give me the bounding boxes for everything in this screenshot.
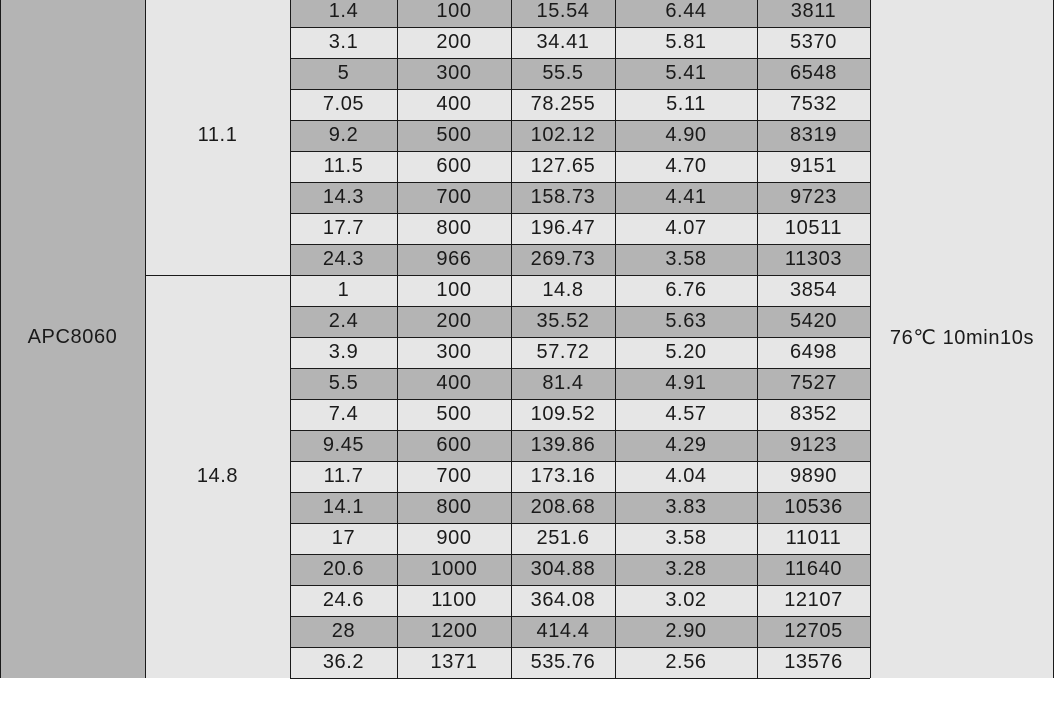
table-cell: 966 (397, 244, 511, 275)
table-cell: 4.29 (615, 430, 757, 461)
table-cell: 4.41 (615, 182, 757, 213)
table-cell: 800 (397, 492, 511, 523)
table-cell: 158.73 (511, 182, 615, 213)
table-cell: 3811 (757, 0, 870, 27)
table-cell: 24.3 (290, 244, 397, 275)
table-cell: 6.44 (615, 0, 757, 27)
row-divider (290, 244, 870, 245)
table-cell: 13576 (757, 647, 870, 678)
table-cell: 55.5 (511, 58, 615, 89)
row-divider (290, 585, 870, 586)
table-cell: 102.12 (511, 120, 615, 151)
table-cell: 11011 (757, 523, 870, 554)
table-cell: 269.73 (511, 244, 615, 275)
table-cell: 4.90 (615, 120, 757, 151)
table-cell: 5.41 (615, 58, 757, 89)
row-divider (290, 182, 870, 183)
table-cell: 7.05 (290, 89, 397, 120)
table-cell: 5.20 (615, 337, 757, 368)
table-cell: 3.28 (615, 554, 757, 585)
column-divider (757, 0, 758, 678)
table-cell: 28 (290, 616, 397, 647)
table-cell: 196.47 (511, 213, 615, 244)
table-cell: 36.2 (290, 647, 397, 678)
table-cell: 11.7 (290, 461, 397, 492)
voltage-cell: 14.8 (145, 275, 290, 678)
table-cell: 7532 (757, 89, 870, 120)
table-cell: 200 (397, 27, 511, 58)
row-divider (290, 523, 870, 524)
table-cell: 109.52 (511, 399, 615, 430)
table-cell: 6498 (757, 337, 870, 368)
table-cell: 14.1 (290, 492, 397, 523)
table-cell: 500 (397, 399, 511, 430)
table-cell: 8319 (757, 120, 870, 151)
table-cell: 5.81 (615, 27, 757, 58)
voltage-cell: 11.1 (145, 0, 290, 275)
table-cell: 2.56 (615, 647, 757, 678)
table-cell: 3.58 (615, 244, 757, 275)
table-cell: 304.88 (511, 554, 615, 585)
table-cell: 11303 (757, 244, 870, 275)
table-cell: 35.52 (511, 306, 615, 337)
table-cell: 9723 (757, 182, 870, 213)
row-divider (290, 647, 870, 648)
table-cell: 2.90 (615, 616, 757, 647)
table-cell: 6.76 (615, 275, 757, 306)
table-cell: 15.54 (511, 0, 615, 27)
table-cell: 7.4 (290, 399, 397, 430)
row-divider (290, 275, 870, 276)
table-cell: 5.5 (290, 368, 397, 399)
table-cell: 4.70 (615, 151, 757, 182)
row-divider (290, 399, 870, 400)
table-cell: 10511 (757, 213, 870, 244)
table-cell: 200 (397, 306, 511, 337)
table-cell: 17.7 (290, 213, 397, 244)
model-cell: APC8060 (0, 0, 145, 678)
table-cell: 100 (397, 0, 511, 27)
table-cell: 4.91 (615, 368, 757, 399)
row-divider (290, 27, 870, 28)
table-cell: 1000 (397, 554, 511, 585)
row-divider (290, 430, 870, 431)
table-cell: 5 (290, 58, 397, 89)
table-cell: 208.68 (511, 492, 615, 523)
table-cell: 600 (397, 430, 511, 461)
row-divider (290, 368, 870, 369)
table-cell: 800 (397, 213, 511, 244)
row-divider (290, 461, 870, 462)
table-cell: 1200 (397, 616, 511, 647)
row-divider (290, 492, 870, 493)
table-cell: 700 (397, 182, 511, 213)
group-divider (145, 275, 290, 276)
row-divider (290, 678, 870, 679)
table-cell: 9151 (757, 151, 870, 182)
table-cell: 364.08 (511, 585, 615, 616)
table-cell: 3.02 (615, 585, 757, 616)
column-divider (511, 0, 512, 678)
table-cell: 3.1 (290, 27, 397, 58)
table-cell: 57.72 (511, 337, 615, 368)
row-divider (290, 306, 870, 307)
table-cell: 6548 (757, 58, 870, 89)
row-divider (290, 151, 870, 152)
table-cell: 600 (397, 151, 511, 182)
table-cell: 12705 (757, 616, 870, 647)
row-divider (290, 213, 870, 214)
table-cell: 4.57 (615, 399, 757, 430)
table-cell: 14.8 (511, 275, 615, 306)
table-cell: 2.4 (290, 306, 397, 337)
table-cell: 11.5 (290, 151, 397, 182)
row-divider (290, 616, 870, 617)
table-cell: 251.6 (511, 523, 615, 554)
table-cell: 24.6 (290, 585, 397, 616)
table-cell: 9.45 (290, 430, 397, 461)
column-divider (145, 0, 146, 678)
table-cell: 3.83 (615, 492, 757, 523)
table-cell: 3.58 (615, 523, 757, 554)
table-cell: 127.65 (511, 151, 615, 182)
table-cell: 414.4 (511, 616, 615, 647)
table-cell: 10536 (757, 492, 870, 523)
table-cell: 81.4 (511, 368, 615, 399)
column-divider (870, 0, 871, 678)
table-cell: 9.2 (290, 120, 397, 151)
table-cell: 12107 (757, 585, 870, 616)
table-cell: 34.41 (511, 27, 615, 58)
column-divider (290, 0, 291, 678)
table-cell: 1 (290, 275, 397, 306)
table-cell: 1.4 (290, 0, 397, 27)
table-cell: 5420 (757, 306, 870, 337)
table-cell: 300 (397, 58, 511, 89)
table-cell: 17 (290, 523, 397, 554)
table-cell: 3854 (757, 275, 870, 306)
table-cell: 8352 (757, 399, 870, 430)
row-divider (290, 337, 870, 338)
table-cell: 11640 (757, 554, 870, 585)
table-cell: 100 (397, 275, 511, 306)
table-cell: 4.07 (615, 213, 757, 244)
column-divider (0, 0, 1, 678)
table-cell: 5.11 (615, 89, 757, 120)
table-cell: 7527 (757, 368, 870, 399)
table-cell: 14.3 (290, 182, 397, 213)
table-cell: 9123 (757, 430, 870, 461)
table-cell: 535.76 (511, 647, 615, 678)
row-divider (290, 120, 870, 121)
table-cell: 5370 (757, 27, 870, 58)
table-cell: 900 (397, 523, 511, 554)
table-cell: 4.04 (615, 461, 757, 492)
table-cell: 1371 (397, 647, 511, 678)
table-cell: 1100 (397, 585, 511, 616)
table-cell: 78.255 (511, 89, 615, 120)
table-cell: 20.6 (290, 554, 397, 585)
row-divider (290, 58, 870, 59)
table-cell: 400 (397, 89, 511, 120)
table-cell: 139.86 (511, 430, 615, 461)
row-divider (290, 554, 870, 555)
table-cell: 5.63 (615, 306, 757, 337)
table-cell: 3.9 (290, 337, 397, 368)
table-cell: 9890 (757, 461, 870, 492)
table-cell: 500 (397, 120, 511, 151)
column-divider (615, 0, 616, 678)
table-cell: 700 (397, 461, 511, 492)
row-divider (290, 89, 870, 90)
table-cell: 400 (397, 368, 511, 399)
column-divider (397, 0, 398, 678)
note-cell: 76℃ 10min10s (870, 0, 1054, 678)
table-cell: 300 (397, 337, 511, 368)
table-cell: 173.16 (511, 461, 615, 492)
